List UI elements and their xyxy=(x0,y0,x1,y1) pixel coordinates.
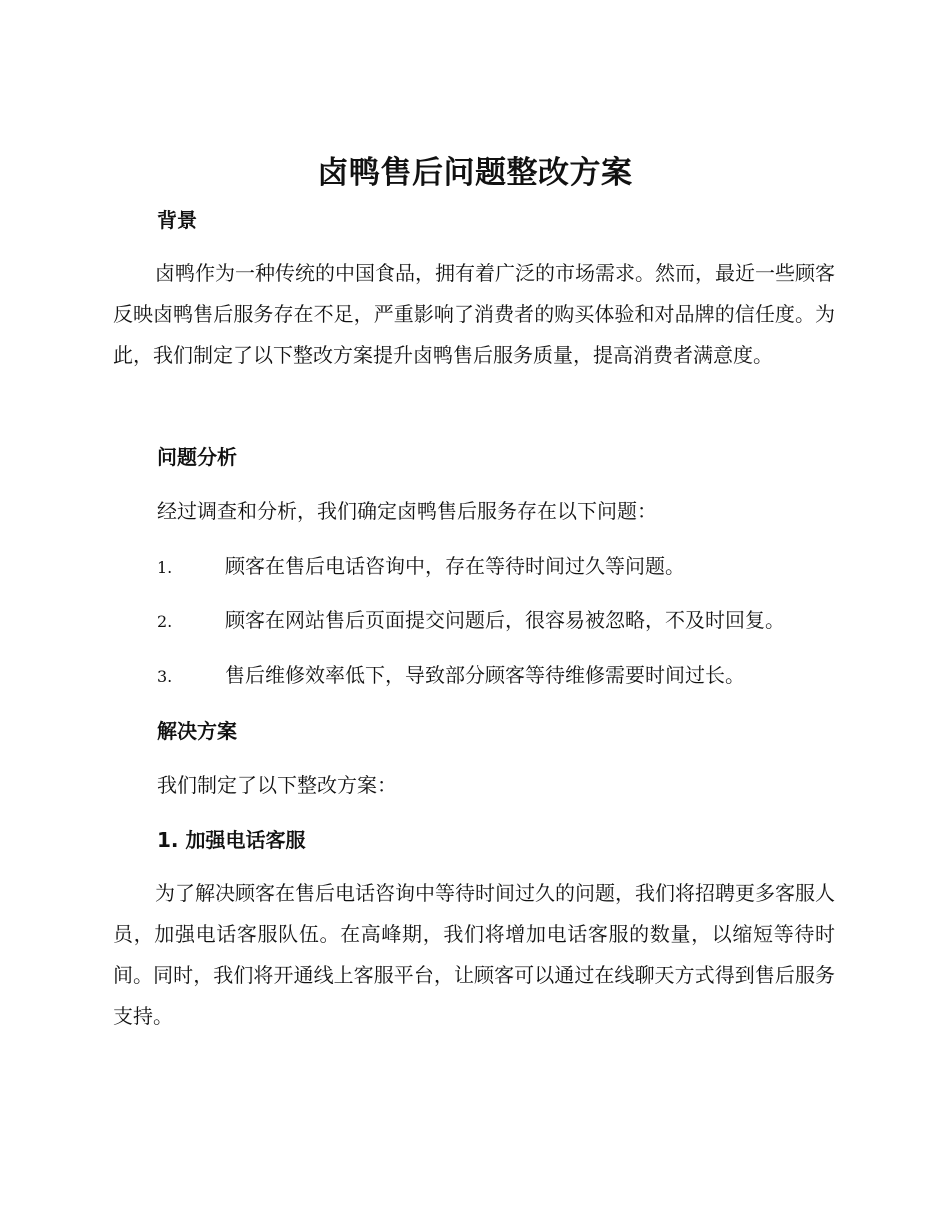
list-item-number: 3. xyxy=(157,667,173,686)
list-item xyxy=(157,660,857,690)
list-item xyxy=(157,605,857,635)
document-title: 卤鸭售后问题整改方案 xyxy=(317,155,633,191)
list-item xyxy=(157,551,857,581)
section-heading-background: 背景 xyxy=(157,208,197,232)
background-paragraph: 卤鸭作为一种传统的中国食品，拥有着广泛的市场需求。然而，最近一些顾客反映卤鸭售后服务存在不足，严重影响了消费者的购买体验和对品牌的信任度。为此，我们制定了以下整改方案提升卤鸭售后服务质量，提高消费者满意度。 xyxy=(113,261,835,367)
list-item-number: 2. xyxy=(157,612,173,631)
solution-subheading: 1. 加强电话客服 xyxy=(157,828,306,852)
list-item-text: 售后维修效率低下，导致部分顾客等待维修需要时间过长。 xyxy=(225,663,745,687)
solution-paragraph: 为了解决顾客在售后电话咨询中等待时间过久的问题，我们将招聘更多客服人员，加强电话客服队伍。在高峰期，我们将增加电话客服的数量，以缩短等待时间。同时，我们将开通线上客服平台，让顾客可以通过在线聊天方式得到售后服务支持。 xyxy=(113,881,835,1028)
section-heading-analysis: 问题分析 xyxy=(157,445,237,469)
section-heading-solution: 解决方案 xyxy=(157,719,237,743)
list-item-text: 顾客在网站售后页面提交问题后，很容易被忽略，不及时回复。 xyxy=(225,608,785,632)
list-item-number: 1. xyxy=(157,558,173,577)
solution-intro: 我们制定了以下整改方案： xyxy=(157,773,397,797)
analysis-intro: 经过调查和分析，我们确定卤鸭售后服务存在以下问题： xyxy=(157,499,657,523)
list-item-text: 顾客在售后电话咨询中，存在等待时间过久等问题。 xyxy=(225,554,685,578)
